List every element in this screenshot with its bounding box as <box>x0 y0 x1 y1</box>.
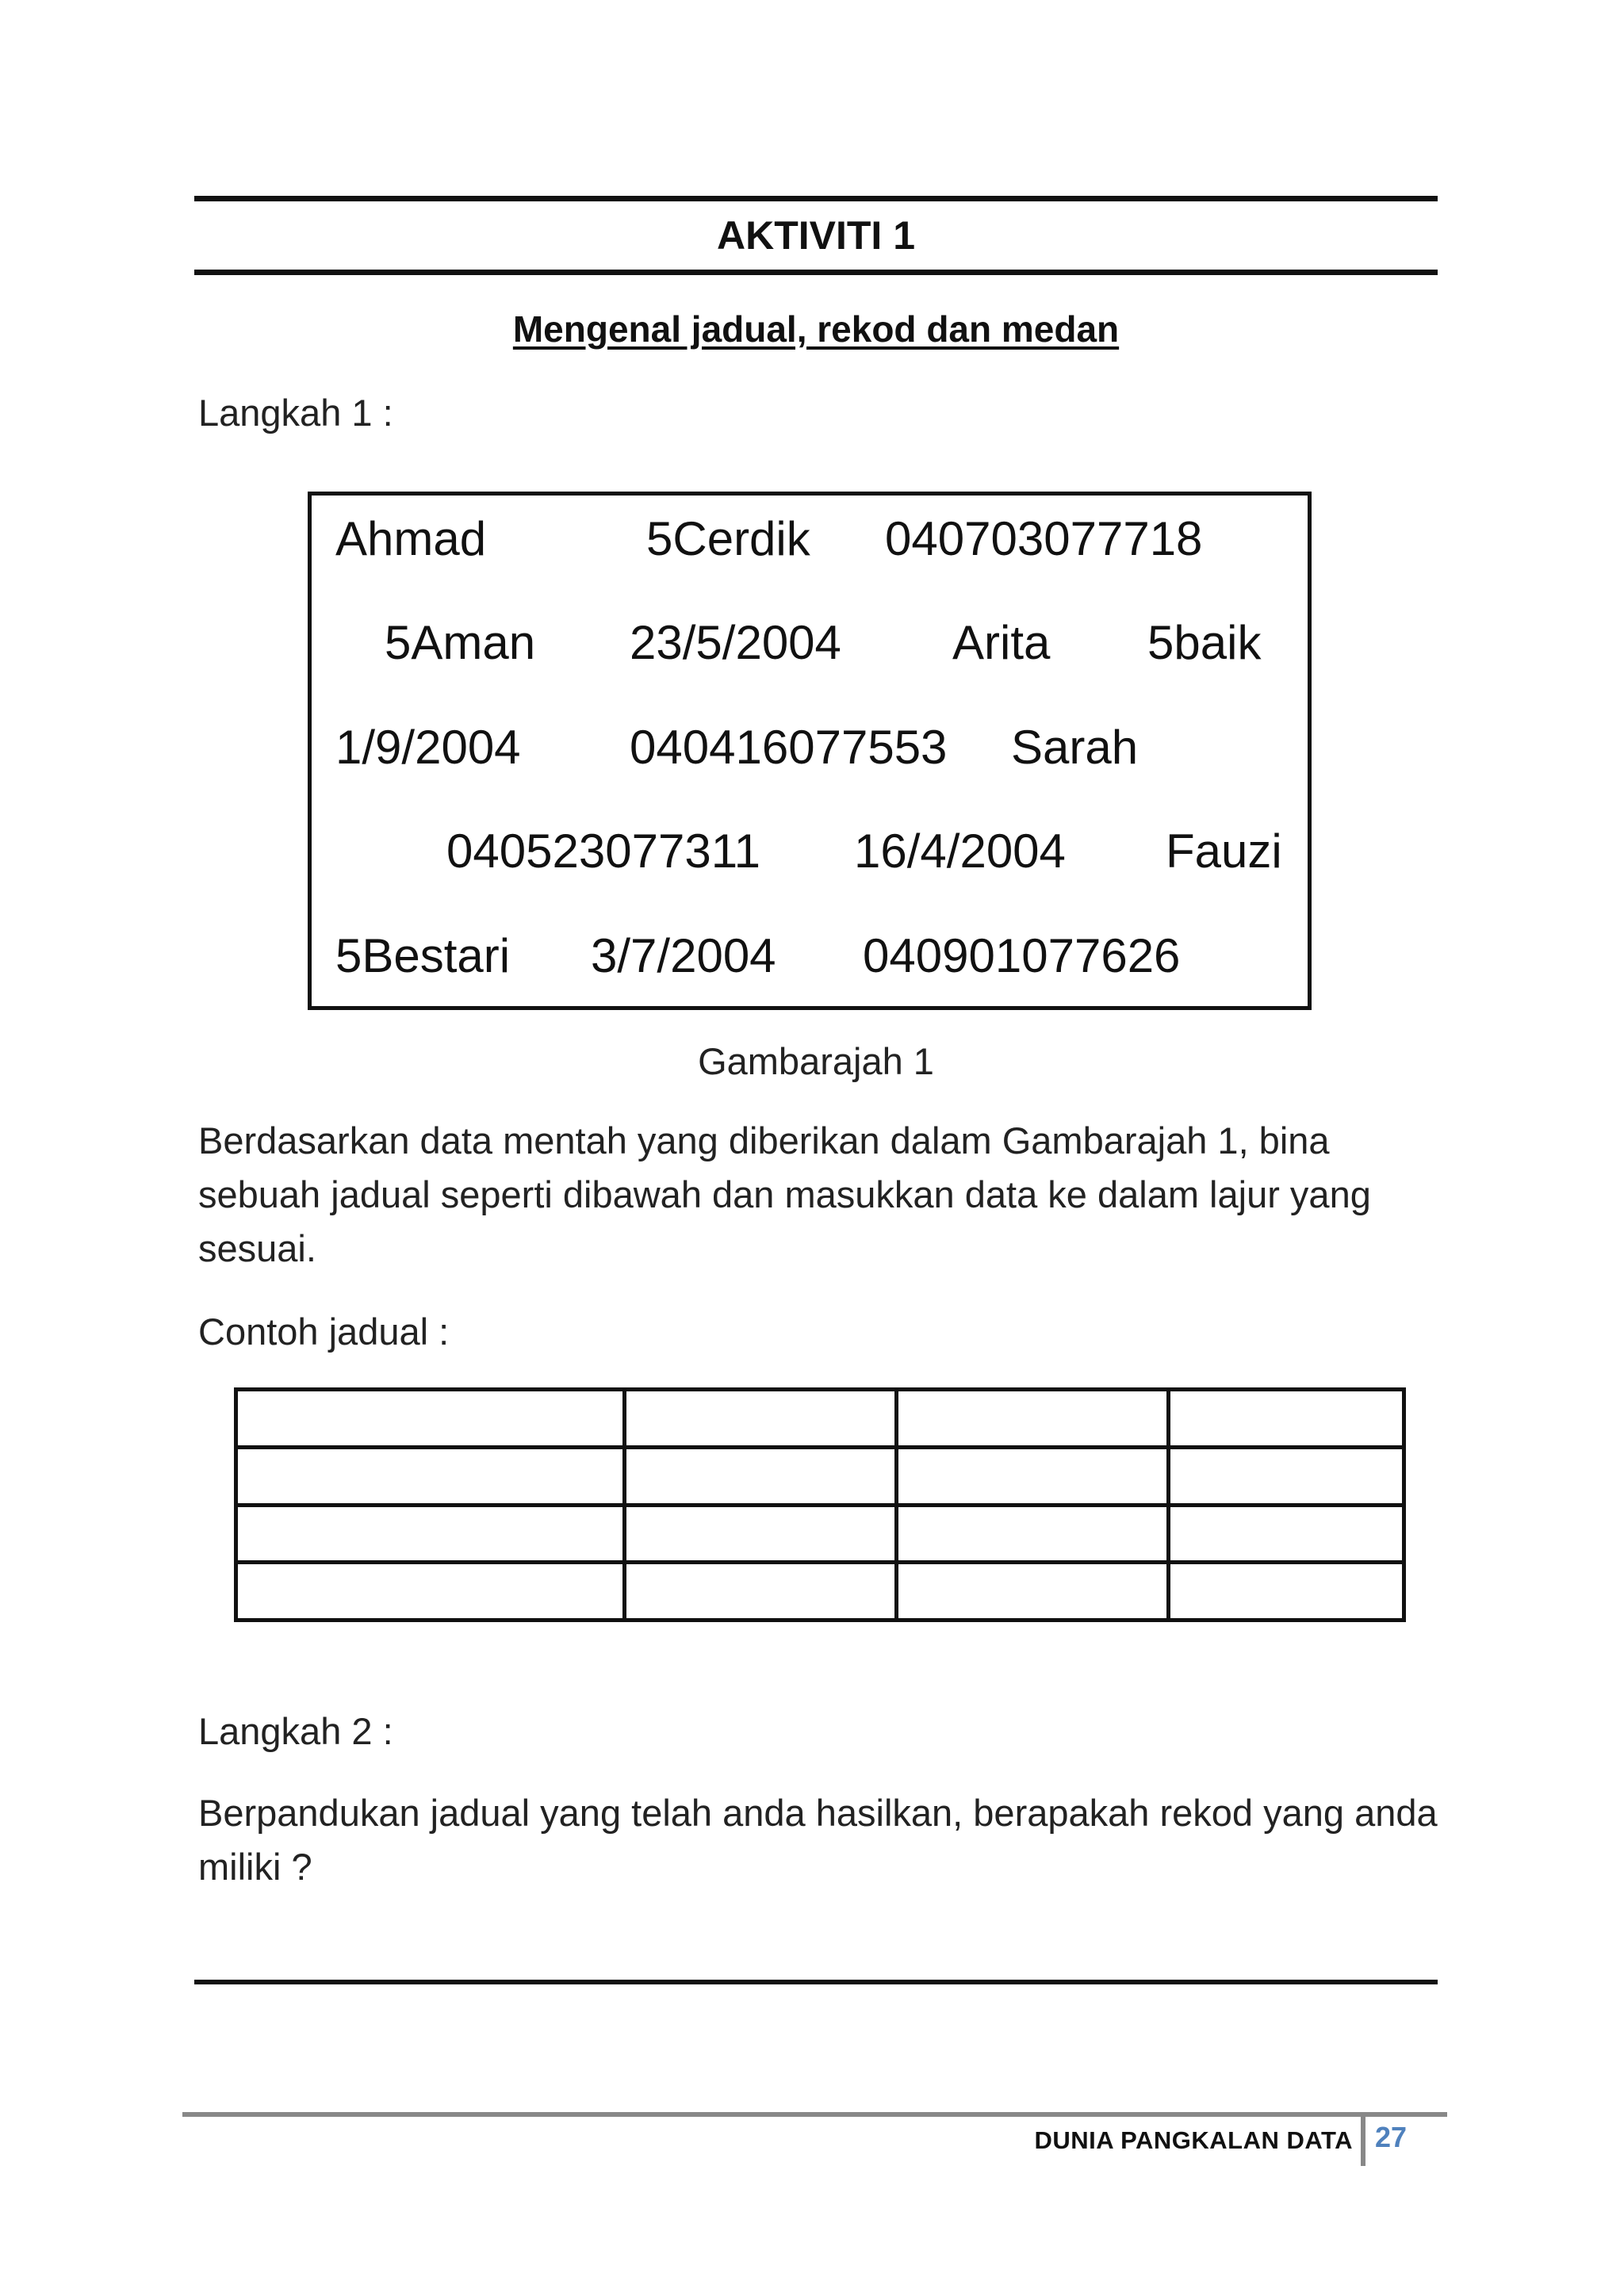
footer-separator <box>1361 2115 1365 2166</box>
raw-data-item: 040703077718 <box>885 512 1203 565</box>
table-cell <box>1169 1447 1404 1505</box>
footer-book-title: DUNIA PANGKALAN DATA <box>1034 2126 1353 2154</box>
raw-data-item: 5Cerdik <box>646 512 810 565</box>
example-table-label: Contoh jadual : <box>198 1311 450 1353</box>
table-cell <box>625 1447 897 1505</box>
table-cell <box>236 1390 625 1448</box>
table-cell <box>1169 1563 1404 1621</box>
raw-data-item: 5Aman <box>385 616 536 669</box>
raw-data-item: Ahmad <box>335 512 487 565</box>
table-cell <box>1169 1505 1404 1563</box>
title-bottom-rule <box>194 270 1438 275</box>
table-row <box>236 1447 1404 1505</box>
table-cell <box>625 1390 897 1448</box>
raw-data-item: 040901077626 <box>863 929 1181 982</box>
table-row <box>236 1563 1404 1621</box>
table-cell <box>897 1390 1169 1448</box>
raw-data-item: 040523077311 <box>446 825 760 878</box>
raw-data-item: 5baik <box>1147 616 1262 669</box>
footer-rule <box>182 2112 1447 2117</box>
table-row <box>236 1505 1404 1563</box>
table-cell <box>897 1447 1169 1505</box>
step-2-question: Berpandukan jadual yang telah anda hasilkan, berapakah rekod yang anda miliki ? <box>198 1792 1438 1888</box>
figure-caption: Gambarajah 1 <box>698 1040 934 1082</box>
table-cell <box>236 1505 625 1563</box>
answer-line <box>194 1980 1438 1984</box>
table-cell <box>625 1563 897 1621</box>
page-number: 27 <box>1375 2121 1408 2153</box>
raw-data-box <box>308 492 1312 1010</box>
raw-data-item: 3/7/2004 <box>591 929 776 982</box>
raw-data-item: 5Bestari <box>335 929 511 982</box>
table-cell <box>236 1447 625 1505</box>
page-title: AKTIVITI 1 <box>716 213 916 258</box>
example-table <box>234 1387 1406 1622</box>
step-1-label: Langkah 1 : <box>198 392 393 434</box>
raw-data-item: Sarah <box>1011 721 1139 774</box>
raw-data-item: Arita <box>952 616 1051 669</box>
step-2-label: Langkah 2 : <box>198 1710 393 1752</box>
raw-data-item: 040416077553 <box>630 721 948 774</box>
table-cell <box>1169 1390 1404 1448</box>
raw-data-item: 1/9/2004 <box>335 721 521 774</box>
raw-data-item: Fauzi <box>1166 825 1282 878</box>
table-row <box>236 1390 1404 1448</box>
table-cell <box>897 1563 1169 1621</box>
table-cell <box>897 1505 1169 1563</box>
raw-data-item: 23/5/2004 <box>630 616 841 669</box>
table-cell <box>236 1563 625 1621</box>
activity-subtitle: Mengenal jadual, rekod dan medan <box>512 308 1120 350</box>
instruction-paragraph: Berdasarkan data mentah yang diberikan dalam Gambarajah 1, bina sebuah jadual seperti dibawah dan masukkan data ke dalam lajur yang sesuai. <box>198 1119 1371 1269</box>
table-cell <box>625 1505 897 1563</box>
title-top-rule <box>194 196 1438 201</box>
raw-data-item: 16/4/2004 <box>854 825 1066 878</box>
